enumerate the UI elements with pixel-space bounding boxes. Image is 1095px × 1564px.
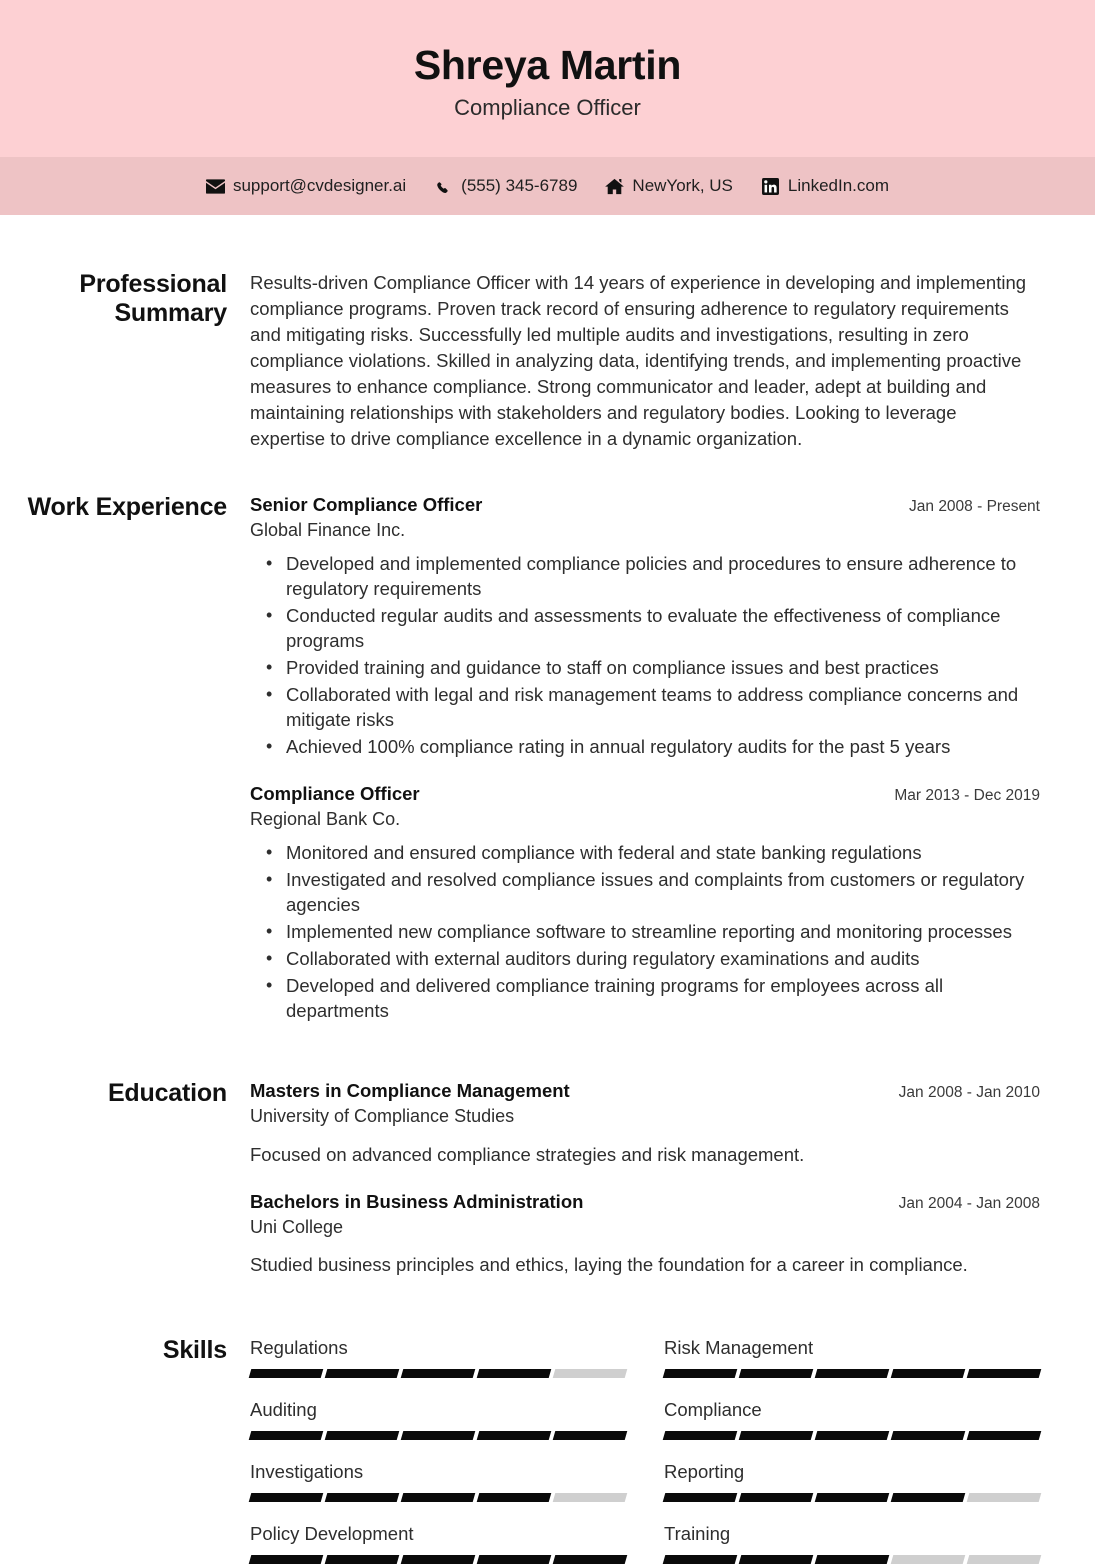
skill-rating-segment <box>477 1431 552 1440</box>
skill-rating-bar <box>664 1555 1040 1564</box>
list-item: • Provided training and guidance to staff on compliance issues and best practices <box>286 656 1040 681</box>
skill-rating-bar <box>664 1493 1040 1502</box>
skill-rating-segment <box>815 1493 890 1502</box>
skill-rating-segment <box>401 1555 476 1564</box>
skill-rating-segment <box>663 1431 738 1440</box>
entry-title: Bachelors in Business Administration <box>250 1190 584 1212</box>
skill-rating-segment <box>401 1493 476 1502</box>
skill-rating-segment <box>553 1369 628 1378</box>
list-item: • Implemented new compliance software to streamline reporting and monitoring processes <box>286 920 1040 945</box>
entry-header <box>250 493 1040 516</box>
skill-item <box>250 1460 626 1502</box>
skill-item <box>664 1398 1040 1440</box>
skill-rating-segment <box>401 1431 476 1440</box>
skill-rating-segment <box>325 1431 400 1440</box>
entry-dates: Jan 2008 - Present <box>909 497 1040 515</box>
skill-rating-bar <box>664 1431 1040 1440</box>
skill-rating-segment <box>967 1493 1042 1502</box>
skill-rating-segment <box>891 1555 966 1564</box>
phone-icon <box>434 177 453 196</box>
contact-email-label: support@cvdesigner.ai <box>232 176 407 195</box>
entry-title: Senior Compliance Officer <box>250 493 483 515</box>
entry-header <box>250 782 1040 805</box>
entry <box>250 1079 1040 1167</box>
entry-description: Studied business principles and ethics, laying the foundation for a career in compliance. <box>250 1254 968 1276</box>
entry-header <box>250 1079 1040 1102</box>
envelope-icon <box>206 177 225 196</box>
skill-rating-segment <box>553 1555 628 1564</box>
skill-name: Reporting <box>664 1461 745 1483</box>
skill-rating-segment <box>739 1369 814 1378</box>
skill-rating-segment <box>967 1555 1042 1564</box>
skill-item <box>250 1398 626 1440</box>
skill-rating-segment <box>891 1493 966 1502</box>
entry-description: Focused on advanced compliance strategies and risk management. <box>250 1143 805 1165</box>
section-education <box>0 1079 1040 1286</box>
skill-item <box>250 1336 626 1378</box>
skill-name: Regulations <box>250 1336 348 1358</box>
contact-bar <box>0 157 1095 215</box>
entry-organization: Regional Bank Co. <box>250 808 401 829</box>
section-label-container <box>0 493 250 522</box>
skill-name: Auditing <box>250 1398 317 1420</box>
section-body-summary <box>250 270 1040 453</box>
skill-rating-segment <box>477 1493 552 1502</box>
entry-dates: Jan 2004 - Jan 2008 <box>898 1194 1040 1212</box>
entry-bullet-list <box>250 841 1040 1024</box>
summary-paragraph: Results-driven Compliance Officer with 14 years of experience in developing and implementing compliance programs. Proven track record of ensuring adherence to regulatory requirements and mitigating risks. Successfully led multiple audits and investigations, resulting in zero compliance violations. Skilled in analyzing data, identifying trends, and implementing proactive measures to enhance compliance. Strong communicator and leader, adept at building and maintaining relationships with stakeholders and regulatory bodies. Looking to leverage expertise to drive compliance excellence in a dynamic organization. <box>250 272 1027 450</box>
skill-name: Training <box>664 1523 731 1545</box>
skill-rating-segment <box>967 1431 1042 1440</box>
skill-rating-segment <box>891 1431 966 1440</box>
entry-organization: Global Finance Inc. <box>250 519 406 540</box>
list-item: • Monitored and ensured compliance with federal and state banking regulations <box>286 841 1040 866</box>
skill-name: Investigations <box>250 1461 364 1483</box>
section-skills <box>0 1336 1040 1564</box>
skill-item <box>250 1522 626 1564</box>
skill-rating-segment <box>401 1369 476 1378</box>
entry-title: Compliance Officer <box>250 782 420 804</box>
contact-email[interactable] <box>206 176 406 196</box>
entry-dates: Jan 2008 - Jan 2010 <box>898 1084 1040 1102</box>
linkedin-icon <box>761 177 780 196</box>
resume-content <box>0 270 1095 1564</box>
skill-rating-segment <box>739 1555 814 1564</box>
section-body-skills <box>250 1336 1040 1564</box>
home-icon <box>605 177 624 196</box>
skill-rating-segment <box>815 1431 890 1440</box>
contact-location-label: NewYork, US <box>632 176 733 195</box>
skill-rating-bar <box>250 1431 626 1440</box>
contact-location[interactable] <box>605 176 732 196</box>
page-title: Shreya Martin <box>413 41 682 88</box>
skill-item <box>664 1460 1040 1502</box>
list-item: • Developed and delivered compliance training programs for employees across all departments <box>286 974 1040 1024</box>
entry-organization: Uni College <box>250 1216 344 1237</box>
skill-rating-bar <box>250 1555 626 1564</box>
skill-rating-segment <box>553 1431 628 1440</box>
list-item: • Achieved 100% compliance rating in annual regulatory audits for the past 5 years <box>286 735 1040 760</box>
entry <box>250 493 1040 760</box>
entry <box>250 782 1040 1024</box>
skill-rating-segment <box>249 1555 324 1564</box>
skill-rating-segment <box>477 1369 552 1378</box>
skill-rating-segment <box>249 1369 324 1378</box>
skill-rating-segment <box>815 1369 890 1378</box>
entry-title: Masters in Compliance Management <box>250 1080 570 1102</box>
skill-rating-segment <box>815 1555 890 1564</box>
contact-phone[interactable] <box>434 176 577 196</box>
skill-rating-segment <box>967 1369 1042 1378</box>
section-label-container <box>0 270 250 328</box>
skill-rating-segment <box>477 1555 552 1564</box>
section-work-experience <box>0 493 1040 1033</box>
section-label-education: Education <box>107 1079 227 1108</box>
skill-rating-segment <box>553 1493 628 1502</box>
skill-rating-segment <box>663 1555 738 1564</box>
list-item: • Collaborated with external auditors during regulatory examinations and audits <box>286 947 1040 972</box>
contact-phone-label: (555) 345-6789 <box>461 176 578 195</box>
list-item: • Investigated and resolved compliance issues and complaints from customers or regulatory agencies <box>286 868 1040 918</box>
section-label-container <box>0 1336 250 1365</box>
skill-rating-segment <box>663 1369 738 1378</box>
skill-rating-bar <box>250 1493 626 1502</box>
skill-rating-bar <box>250 1369 626 1378</box>
skills-grid <box>250 1336 1040 1564</box>
section-body-work-experience <box>250 493 1040 1033</box>
section-professional-summary <box>0 270 1040 453</box>
section-body-education <box>250 1079 1040 1286</box>
skill-rating-segment <box>249 1431 324 1440</box>
skill-name: Compliance <box>664 1398 762 1420</box>
contact-linkedin[interactable] <box>761 176 889 196</box>
skill-name: Risk Management <box>664 1336 814 1358</box>
entry <box>250 1190 1040 1278</box>
skill-rating-segment <box>739 1493 814 1502</box>
entry-dates: Mar 2013 - Dec 2019 <box>894 786 1040 804</box>
section-label-summary: Professional Summary <box>79 270 227 327</box>
section-label-work-experience: Work Experience <box>27 492 227 521</box>
section-label-container <box>0 1079 250 1108</box>
resume-header <box>0 0 1095 157</box>
list-item: • Developed and implemented compliance policies and procedures to ensure adherence to regulatory requirements <box>286 552 1040 602</box>
skill-rating-segment <box>249 1493 324 1502</box>
skill-rating-bar <box>664 1369 1040 1378</box>
skill-item <box>664 1336 1040 1378</box>
header-job-title: Compliance Officer <box>454 94 641 120</box>
entry-bullet-list <box>250 552 1040 760</box>
skill-rating-segment <box>325 1369 400 1378</box>
entry-header <box>250 1190 1040 1213</box>
skill-rating-segment <box>325 1493 400 1502</box>
section-label-skills: Skills <box>162 1335 227 1364</box>
list-item: • Collaborated with legal and risk management teams to address compliance concerns and mitigate risks <box>286 683 1040 733</box>
skill-rating-segment <box>739 1431 814 1440</box>
list-item: • Conducted regular audits and assessments to evaluate the effectiveness of compliance programs <box>286 604 1040 654</box>
skill-rating-segment <box>663 1493 738 1502</box>
entry-organization: University of Compliance Studies <box>250 1106 515 1127</box>
skill-rating-segment <box>325 1555 400 1564</box>
contact-linkedin-label: LinkedIn.com <box>787 176 890 195</box>
skill-name: Policy Development <box>250 1523 414 1545</box>
skill-rating-segment <box>891 1369 966 1378</box>
skill-item <box>664 1522 1040 1564</box>
